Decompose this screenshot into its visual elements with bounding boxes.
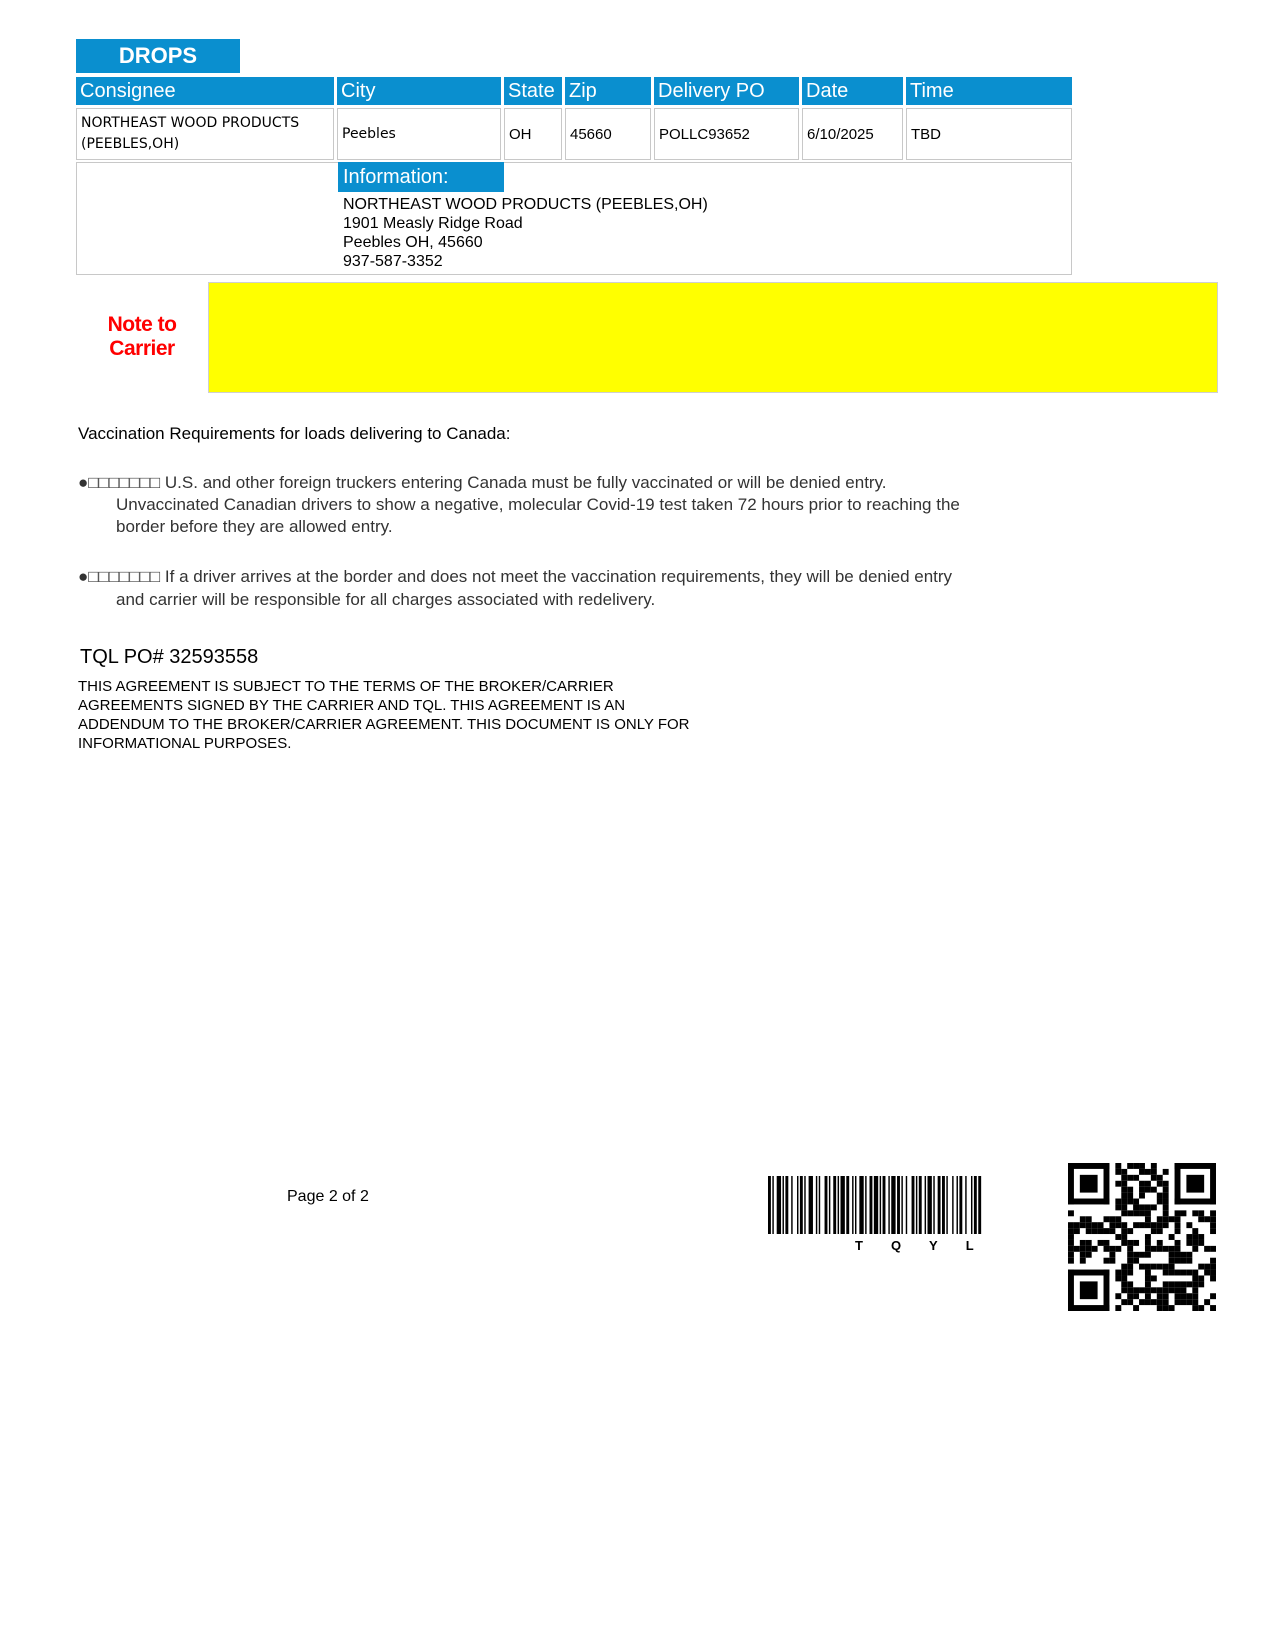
vacc-item-1-line2: Unvaccinated Canadian drivers to show a negative, molecular Covid-19 test taken 72 hours prior to reaching the xyxy=(116,495,960,514)
cell-zip xyxy=(565,108,651,160)
state-value: OH xyxy=(509,125,532,143)
cell-city xyxy=(337,108,501,160)
header-date: Date xyxy=(802,77,903,105)
delivery-po-value: POLLC93652 xyxy=(659,125,750,143)
consignee-name: NORTHEAST WOOD PRODUCTS xyxy=(81,115,300,131)
cell-consignee xyxy=(76,108,334,160)
vacc-item-1-text1: U.S. and other foreign truckers entering Canada must be fully vaccinated or will be denied entry. xyxy=(164,473,887,492)
header-city: City xyxy=(337,77,501,105)
terms-line: ADDENDUM TO THE BROKER/CARRIER AGREEMENT. THIS DOCUMENT IS ONLY FOR xyxy=(78,716,690,733)
note-label-line2: Carrier xyxy=(109,337,175,360)
cell-state xyxy=(504,108,562,160)
info-line-phone: 937-587-3352 xyxy=(343,253,443,270)
qr-code-icon xyxy=(1068,1163,1216,1311)
information-header: Information: xyxy=(338,162,504,192)
tql-po-number: TQL PO# 32593558 xyxy=(80,646,259,668)
header-zip: Zip xyxy=(565,77,651,105)
vacc-item-1-line1 xyxy=(78,473,887,493)
page-number: Page 2 of 2 xyxy=(287,1188,369,1205)
city-value: Peebles xyxy=(342,126,396,142)
consignee-location: (PEEBLES,OH) xyxy=(81,136,180,152)
header-delivery-po: Delivery PO xyxy=(654,77,799,105)
time-value: TBD xyxy=(911,125,941,143)
barcode-icon xyxy=(768,1176,1052,1234)
vaccination-title: Vaccination Requirements for loads delivering to Canada: xyxy=(78,424,511,443)
date-value: 6/10/2025 xyxy=(807,125,874,143)
vacc-item-2-line2: and carrier will be responsible for all charges associated with redelivery. xyxy=(116,590,656,609)
zip-value: 45660 xyxy=(570,125,612,143)
note-label-line1: Note to xyxy=(107,313,177,336)
barcode-label: TQYL xyxy=(855,1238,1002,1253)
bullet-icon: ● xyxy=(78,567,89,586)
placeholder-boxes-icon: □□□□□□□ xyxy=(88,567,161,586)
info-line-company: NORTHEAST WOOD PRODUCTS (PEEBLES,OH) xyxy=(343,196,708,213)
terms-line: THIS AGREEMENT IS SUBJECT TO THE TERMS OF THE BROKER/CARRIER xyxy=(78,678,614,695)
placeholder-boxes-icon: □□□□□□□ xyxy=(88,473,161,492)
drops-section-tab: DROPS xyxy=(76,39,240,73)
header-consignee: Consignee xyxy=(76,77,334,105)
information-box xyxy=(76,162,1072,275)
header-time: Time xyxy=(906,77,1072,105)
terms-line: AGREEMENTS SIGNED BY THE CARRIER AND TQL. THIS AGREEMENT IS AN xyxy=(78,697,626,714)
header-state: State xyxy=(504,77,562,105)
agreement-terms xyxy=(78,677,798,753)
vacc-item-1-line3: border before they are allowed entry. xyxy=(116,517,393,536)
terms-line: INFORMATIONAL PURPOSES. xyxy=(78,735,292,752)
info-line-city-zip: Peebles OH, 45660 xyxy=(343,234,483,251)
info-line-street: 1901 Measly Ridge Road xyxy=(343,215,523,232)
note-to-carrier-label xyxy=(90,313,194,361)
cell-date xyxy=(802,108,903,160)
cell-delivery-po xyxy=(654,108,799,160)
vacc-item-2-line1 xyxy=(78,567,952,587)
cell-time xyxy=(906,108,1072,160)
bullet-icon: ● xyxy=(78,473,89,492)
note-to-carrier-box xyxy=(208,282,1218,393)
vacc-item-2-text1: If a driver arrives at the border and does not meet the vaccination requirements, they will be denied entry xyxy=(164,567,953,586)
